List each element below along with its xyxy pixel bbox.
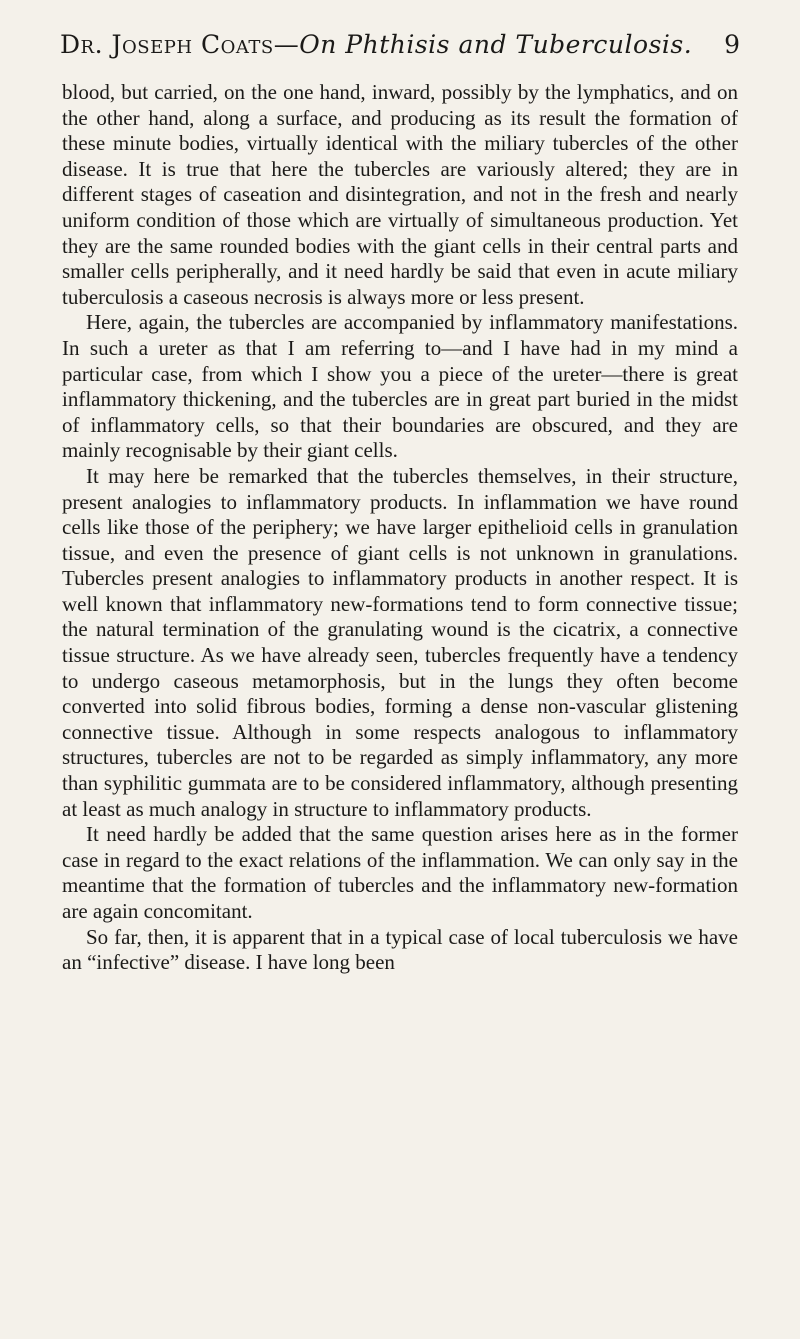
paragraph-continued: blood, but carried, on the one hand, inward, possibly by the lymphatics, and on the other hand, along a surface, and producing as its result the formation of these minute bodies, virtually identical with the miliary tubercles of the other disease. It is true that here the tubercles are variously altered; they are in different stages of caseation and disintegration, and not in the fresh and nearly uniform condition of those which are virtually of simultaneous production. Yet they are the same rounded bodies with the giant cells in their central parts and smaller cells peripherally, and it need hardly be said that even in acute miliary tuberculosis a caseous necrosis is always more or less present. [62, 80, 738, 309]
page-number: 9 [724, 30, 740, 59]
running-head-title: On Phthisis and Tuberculosis. [299, 30, 693, 59]
running-head-author: Dr. Joseph Coats [60, 30, 274, 59]
paragraph: It need hardly be added that the same question arises here as in the former case in regard to the exact relations of the inflammation. We can only say in the meantime that the formation of tubercles and the inflammatory new-formation are again concomitant. [62, 822, 738, 923]
page-header [60, 30, 740, 70]
paragraph: Here, again, the tubercles are accompanied by inflammatory manifestations. In such a ureter as that I am referring to—and I have had in my mind a particular case, from which I show you a piece of the ureter—there is great inflammatory thickening, and the tubercles are in great part buried in the midst of inflammatory cells, so that their boundaries are obscured, and they are mainly recognisable by their giant cells. [62, 310, 738, 463]
running-head-separator: — [273, 30, 300, 59]
paragraph: It may here be remarked that the tubercles themselves, in their structure, present analogies to inflammatory products. In inflammation we have round cells like those of the periphery; we have larger epithelioid cells in granulation tissue, and even the presence of giant cells is not unknown in granulations. Tubercles present analogies to inflammatory products in another respect. It is well known that inflammatory new-formations tend to form connective tissue; the natural termination of the granulating wound is the cicatrix, a connective tissue structure. As we have already seen, tubercles frequently have a tendency to undergo caseous metamorphosis, but in the lungs they often become converted into solid fibrous bodies, forming a dense non-vascular glistening connective tissue. Although in some respects analogous to inflammatory structures, tubercles are not to be regarded as simply inflammatory, any more than syphilitic gummata are to be considered inflammatory, although presenting at least as much analogy in structure to inflammatory products. [62, 463, 738, 821]
paragraph: So far, then, it is apparent that in a typical case of local tuberculosis we have an “infective” disease. I have long been [62, 924, 738, 975]
body-text [62, 80, 738, 976]
running-head [60, 30, 693, 59]
